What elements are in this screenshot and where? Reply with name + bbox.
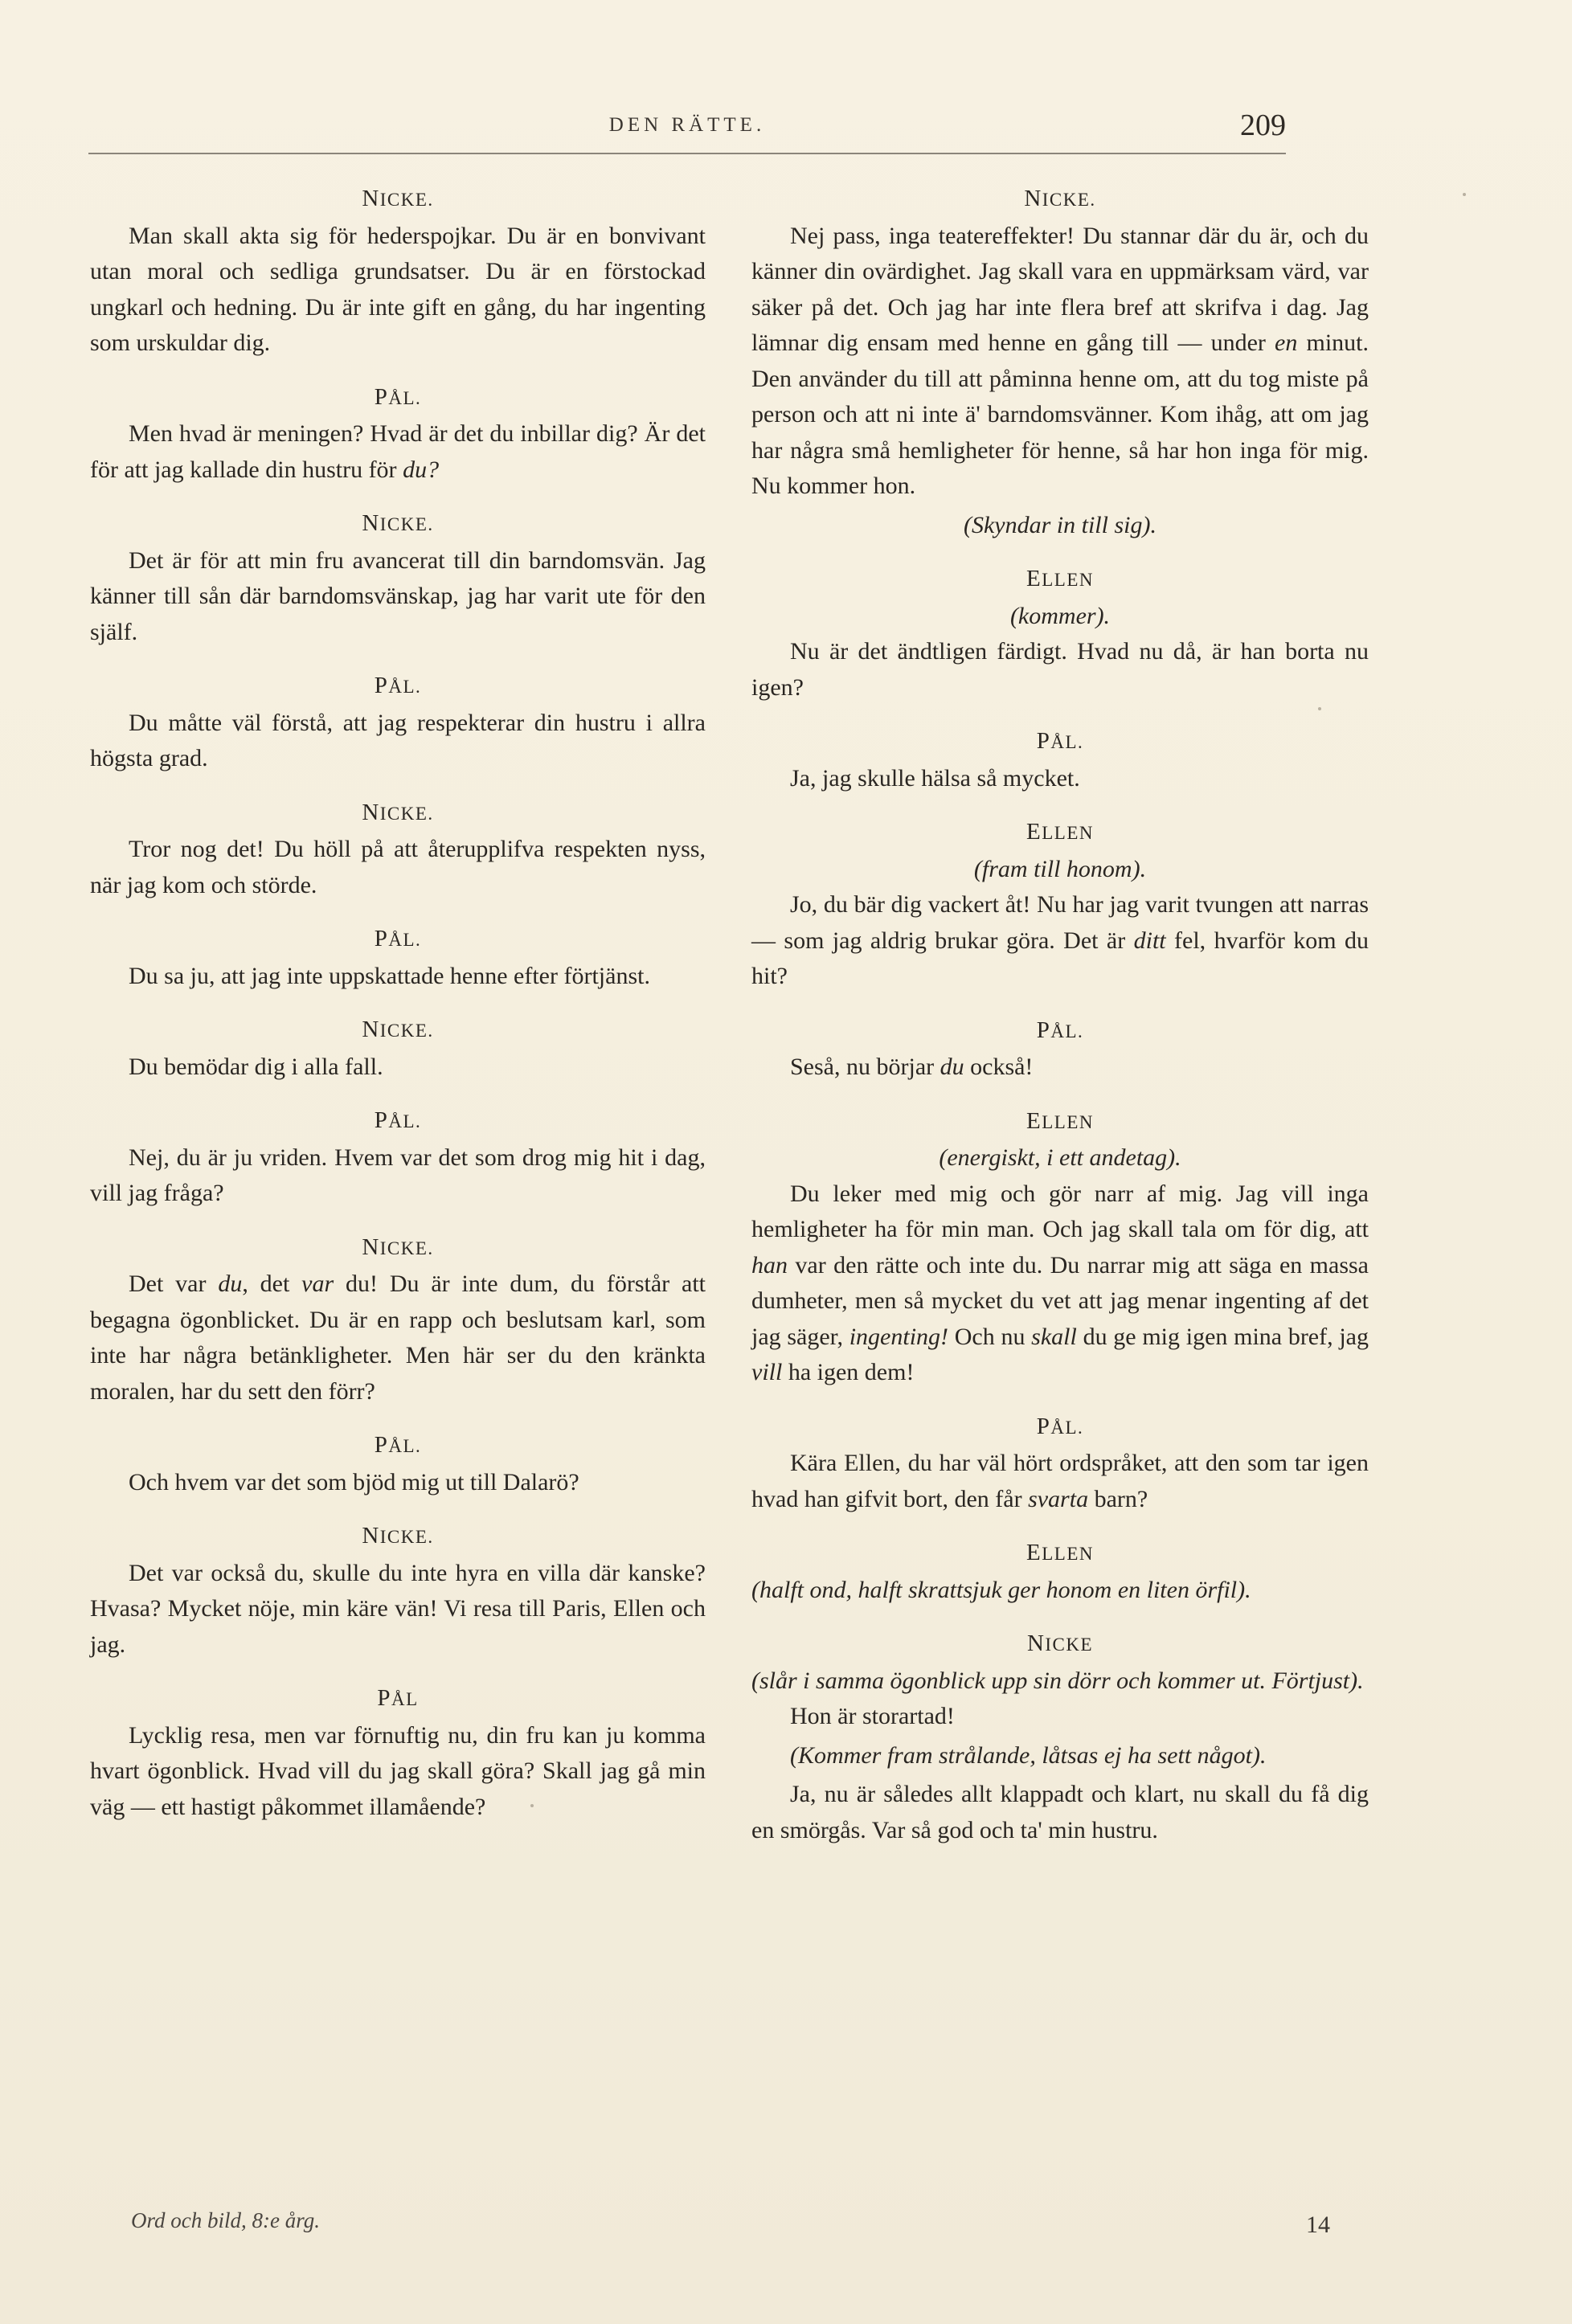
dialogue-text: fel, hvarför kom du hit? [751,927,1369,989]
speaker-initial: P [1036,1413,1051,1439]
speaker-name [90,1518,706,1556]
emphasis-text: svarta [1028,1485,1089,1512]
dialogue-paragraph [90,219,706,362]
speaker-initial: P [374,673,389,698]
dialogue-paragraph [90,1718,706,1826]
dialogue-text: Ja, jag skulle hälsa så mycket. [790,764,1080,792]
emphasis-text: vill [751,1359,783,1385]
speaker-small-caps: ICKE. [379,1238,434,1258]
speaker-name [90,1680,706,1718]
dialogue-paragraph [90,543,706,651]
dialogue-paragraph [90,1140,706,1212]
speaker-name [90,1012,706,1049]
dialogue-paragraph [90,706,706,777]
speaker-initial: N [362,1234,380,1260]
dialogue-text: Jo, du bär dig vackert åt! Nu har jag varit tvungen att narras — som jag aldrig brukar göra. Det är [751,891,1369,954]
page-header [88,104,1286,153]
dialogue-text: Och hvem var det som bjöd mig ut till Dalarö? [129,1468,579,1495]
dialogue-paragraph [90,1266,706,1410]
dialogue-paragraph [90,1049,706,1086]
speaker-small-caps: LLEN [1042,1111,1094,1132]
speaker-name [90,668,706,706]
speaker-name [90,379,706,417]
dialogue-text: minut. Den använder du till att påminna henne om, att du tog miste på person och att ni inte ä' barndomsvänner. Kom ihåg, att om jag har några små hemligheter för henne, så har hon inga för mig. Nu kommer hon. [751,329,1369,499]
speaker-initial: N [1026,1630,1046,1656]
speaker-small-caps: ICKE [1045,1635,1094,1655]
dialogue-paragraph [751,1176,1369,1391]
dialogue-text: Nej pass, inga teatereffekter! Du stannar där du är, och du känner din ovärdighet. Jag skall vara en uppmärksam värd, var säker på det. Och jag har inte flera bref att skrifva i dag. Jag lämnar dig ensam med henne en gång till — under [751,222,1369,356]
stage-direction: (slår i samma ögonblick upp sin dörr och kommer ut. Förtjust). [751,1667,1364,1694]
dialogue-text: Du sa ju, att jag inte uppskattade henne efter förtjänst. [129,962,650,989]
dialogue-paragraph [751,761,1369,797]
dialogue-text: Det är för att min fru avancerat till din barndomsvän. Jag känner till sån där barndomsvänskap, jag har varit ute för den själf. [90,546,706,645]
dialogue-text: Men hvad är meningen? Hvad är det du inbillar dig? Är det för att jag kallade din hustru för [90,420,706,483]
emphasis-text: du [940,1054,964,1080]
dialogue-text: ha igen dem! [782,1359,915,1385]
speaker-small-caps: ÅL [391,1689,419,1709]
speaker-small-caps: ICKE. [1042,190,1096,210]
speaker-name [90,795,706,833]
emphasis-text: ditt [1133,927,1166,954]
dialogue-text: , det [242,1270,302,1297]
speaker-small-caps: ICKE. [379,514,434,534]
dialogue-paragraph [751,1446,1369,1517]
speaker-initial: N [362,1523,380,1549]
dialogue-text: var den rätte och inte du. Du narrar mig att säga en massa dumheter, men så mycket du vet att jag menar ingenting af det jag säger, [751,1251,1369,1350]
stage-direction: (Skyndar in till sig). [964,511,1156,538]
dialogue-paragraph [90,1465,706,1501]
running-title: DEN RÄTTE. [608,114,766,136]
speaker-small-caps: ÅL. [1050,732,1084,752]
speaker-small-caps: ÅL. [388,1436,422,1456]
dialogue-paragraph [751,219,1369,505]
speaker-small-caps: ICKE. [379,190,434,210]
speaker-small-caps: LLEN [1042,823,1094,843]
stage-direction: (energiskt, i ett andetag). [939,1144,1181,1171]
emphasis-text: du [218,1270,243,1297]
dialogue-text: Man skall akta sig för hederspojkar. Du är en bonvivant utan moral och sedliga grundsatser. Du är en förstockad ungkarl och hedning. Du är inte gift en gång, du har ingenting som urskuldar dig. [90,222,706,356]
dialogue-paragraph [90,416,706,488]
header-rule [88,153,1286,154]
speaker-small-caps: ICKE. [379,1021,434,1041]
speaker-name [751,181,1369,219]
paper-speck [1463,193,1466,196]
stage-direction: (kommer). [1009,602,1111,629]
dialogue-text: Nej, du är ju vriden. Hvem var det som drog mig hit i dag, vill jag fråga? [90,1144,706,1206]
dialogue-paragraph [751,1049,1369,1086]
emphasis-text: du? [403,456,440,483]
speaker-name [90,1427,706,1465]
speaker-small-caps: ÅL. [388,1111,422,1131]
dialogue-text: Du leker med mig och gör narr af mig. Jag vill inga hemligheter ha för min man. Och jag skall tala om för dig, att [751,1180,1369,1242]
dialogue-text: Du bemödar dig i alla fall. [129,1053,383,1080]
emphasis-text: han [751,1251,788,1279]
dialogue-text: barn? [1088,1485,1148,1512]
speaker-small-caps: ICKE. [379,1527,434,1547]
dialogue-text: också! [964,1054,1034,1080]
stage-direction: (fram till honom). [973,855,1147,882]
speaker-small-caps: ÅL. [388,387,422,408]
speaker-small-caps: LLEN [1042,570,1094,590]
speaker-small-caps: ÅL. [388,930,422,950]
speaker-name [751,723,1369,761]
emphasis-text: var [301,1270,334,1297]
dialogue-text: Det var [129,1270,219,1297]
speaker-initial: N [362,510,380,536]
dialogue-text: Ja, nu är således allt klappadt och klart, nu skall du få dig en smörgås. Var så god och ta' min hustru. [751,1781,1369,1843]
speaker-initial: E [1026,1540,1042,1565]
speaker-initial: E [1026,819,1042,845]
dialogue-text: Kära Ellen, du har väl hört ordspråket, att den som tar igen hvad han gifvit bort, den får [751,1450,1369,1512]
source-footer: Ord och bild, 8:e årg. [131,2208,320,2232]
speaker-small-caps: LLEN [1042,1544,1094,1564]
speaker-small-caps: ÅL. [1050,1417,1084,1438]
stage-direction: (halft ond, halft skrattsjuk ger honom en liten örfil). [751,1576,1251,1603]
speaker-name [90,505,706,543]
dialogue-text: Nu är det ändtligen färdigt. Hvad nu då, är han borta nu igen? [751,638,1369,701]
dialogue-text: du ge mig igen mina bref, jag [1076,1323,1369,1350]
speaker-initial: P [374,383,389,410]
speaker-initial: N [362,1017,380,1042]
speaker-initial: P [374,1107,389,1133]
dialogue-text: Hon är storartad! [790,1703,955,1729]
speaker-initial: N [362,799,380,825]
speaker-initial: P [377,1685,391,1711]
speaker-name [751,561,1369,599]
stage-direction: (Kommer fram strålande, låtsas ej ha sett något). [790,1741,1267,1769]
speaker-initial: N [362,186,380,211]
dialogue-text: Tror nog det! Du höll på att återupplifva respekten nyss, när jag kom och störde. [90,836,706,898]
dialogue-text: Det var också du, skulle du inte hyra en villa där kanske? Hvasa? Mycket nöje, min käre vän! Vi resa till Paris, Ellen och jag. [90,1559,706,1658]
paper-speck [530,1804,534,1807]
dialogue-paragraph [751,887,1369,995]
dialogue-text: Du måtte väl förstå, att jag respekterar din hustru i allra högsta grad. [90,709,706,771]
dialogue-text: Lycklig resa, men var förnuftig nu, din fru kan ju komma hvart ögonblick. Hvad vill du jag skall göra? Skall jag gå min väg — ett hastigt påkommet illamående? [90,1721,706,1820]
emphasis-text: ingenting! [849,1323,949,1350]
dialogue-text: Och nu [948,1323,1032,1350]
dialogue-paragraph [751,1699,1369,1735]
dialogue-paragraph [90,959,706,995]
speaker-name [90,921,706,959]
speaker-name [751,1103,1369,1141]
dialogue-paragraph [90,1556,706,1663]
speaker-name [90,1103,706,1140]
speaker-name [751,1535,1369,1573]
speaker-name [751,1013,1369,1050]
speaker-initial: N [1024,186,1042,211]
dialogue-paragraph [90,832,706,903]
speaker-initial: E [1026,566,1042,591]
speaker-initial: P [374,926,389,951]
dialogue-text: Seså, nu börjar [790,1054,940,1080]
paper-speck [1318,707,1321,710]
speaker-name [90,1230,706,1267]
dialogue-text: du! Du är inte dum, du förstår att begagna ögonblicket. Du är en rapp och beslutsam karl, som inte har några betänkligheter. Men här ser du den kränkta moralen, har du sett den förr? [90,1270,706,1405]
speaker-initial: E [1026,1107,1042,1134]
page-number: 209 [1240,108,1286,142]
dialogue-paragraph [751,634,1369,706]
speaker-initial: P [1036,728,1051,754]
left-column [90,181,706,1828]
speaker-small-caps: ICKE. [379,803,434,824]
speaker-small-caps: ÅL. [1050,1021,1084,1041]
emphasis-text: en [1275,329,1298,356]
speaker-name [751,1409,1369,1446]
speaker-name [751,814,1369,852]
speaker-initial: P [1036,1017,1051,1043]
dialogue-paragraph [751,1777,1369,1848]
right-column [751,181,1369,1851]
emphasis-text: skall [1031,1323,1077,1350]
speaker-small-caps: ÅL. [388,677,422,697]
speaker-initial: P [374,1432,389,1458]
signature-mark: 14 [1306,2211,1330,2238]
speaker-name [90,181,706,219]
speaker-name [751,1626,1369,1663]
